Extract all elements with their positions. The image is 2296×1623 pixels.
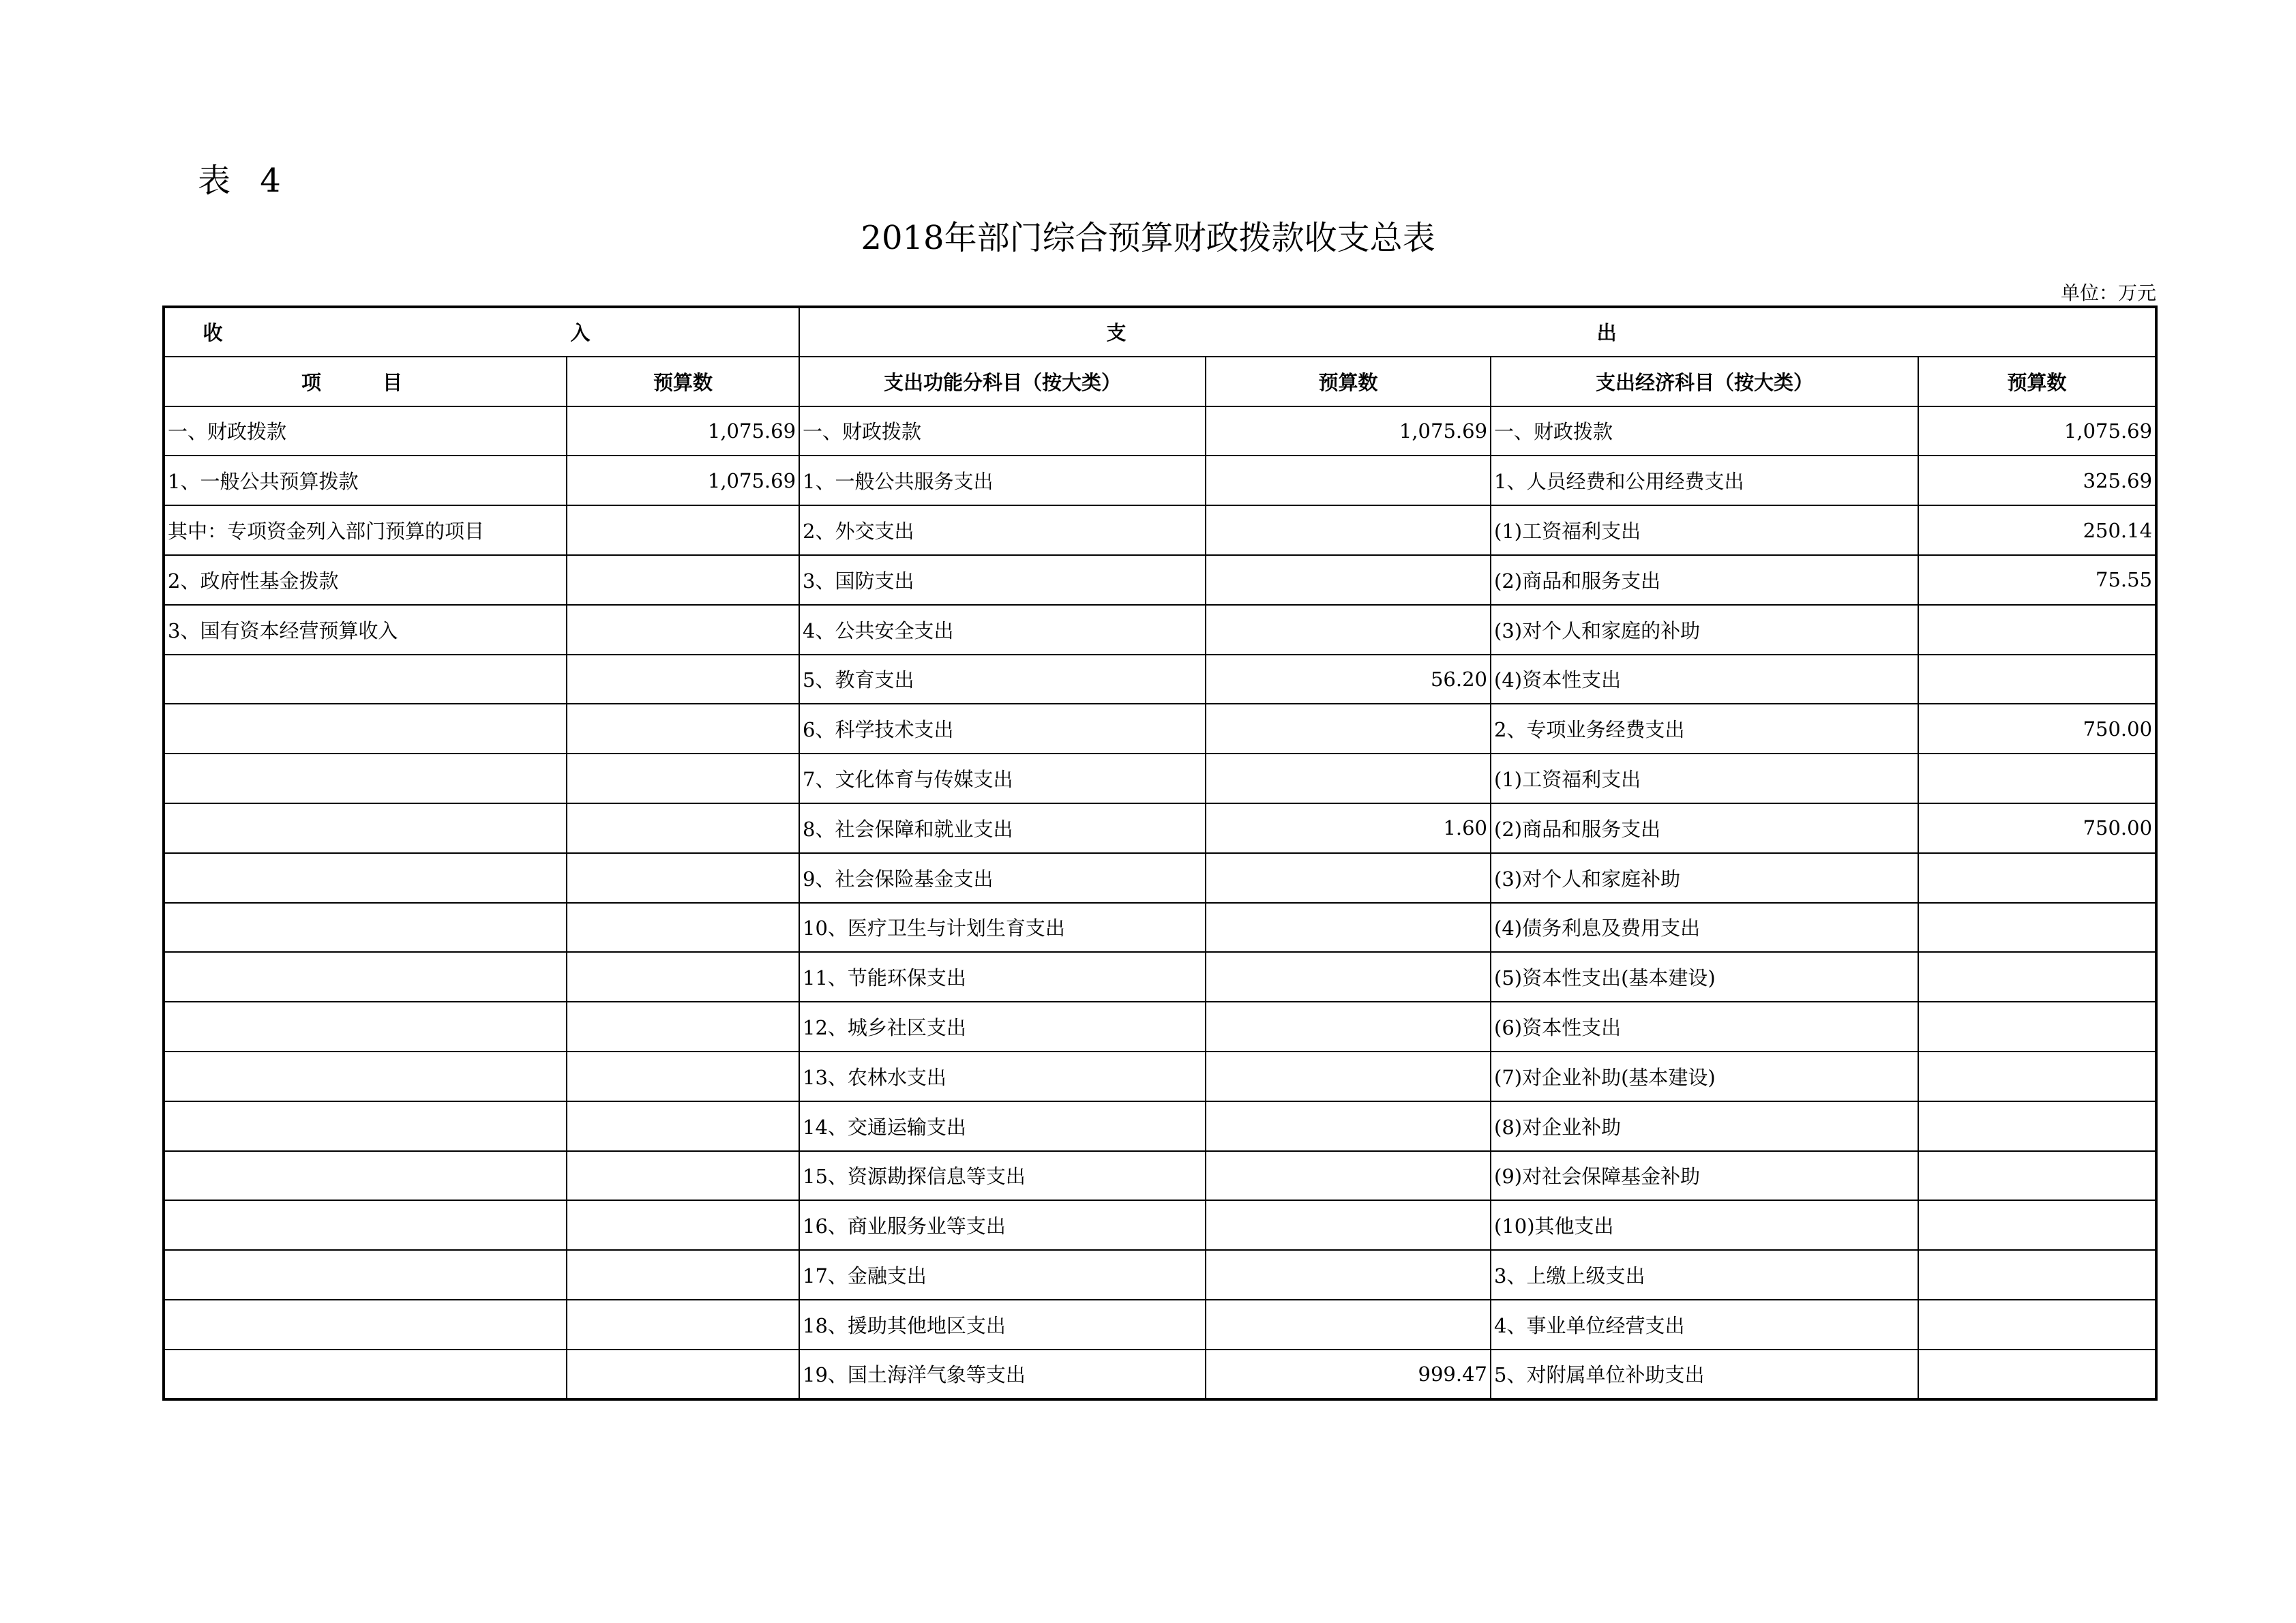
econ-item-cell: (10)其他支出 — [1491, 1200, 1918, 1250]
table-row — [164, 903, 2156, 953]
econ-item-cell: (6)资本性支出 — [1491, 1002, 1918, 1052]
income-item-cell — [164, 1002, 567, 1052]
econ-item-cell: (1)工资福利支出 — [1491, 505, 1918, 555]
econ-amount-cell — [1918, 853, 2156, 903]
income-item-cell: 1、一般公共预算拨款 — [164, 456, 567, 505]
expense-section-header: 支 出 — [799, 307, 2156, 357]
econ-amount-cell — [1918, 754, 2156, 803]
table-row — [164, 1350, 2156, 1399]
table-row — [164, 1151, 2156, 1201]
econ-item-cell: 3、上缴上级支出 — [1491, 1250, 1918, 1300]
func-item-cell: 7、文化体育与传媒支出 — [799, 754, 1206, 803]
table-row — [164, 1200, 2156, 1250]
table-row — [164, 605, 2156, 655]
econ-item-cell: 2、专项业务经费支出 — [1491, 704, 1918, 754]
section-header-row — [164, 307, 2156, 357]
func-amount-cell — [1206, 704, 1491, 754]
func-amount-cell — [1206, 952, 1491, 1002]
budget-table — [162, 306, 2158, 1401]
income-item-cell — [164, 903, 567, 953]
econ-amount-cell — [1918, 1200, 2156, 1250]
income-amount-cell — [567, 1052, 799, 1101]
table-row — [164, 655, 2156, 704]
income-amount-cell: 1,075.69 — [567, 406, 799, 456]
func-item-cell: 3、国防支出 — [799, 555, 1206, 605]
econ-amount-cell — [1918, 1250, 2156, 1300]
func-amount-cell — [1206, 1101, 1491, 1151]
table-row — [164, 555, 2156, 605]
econ-amount-cell — [1918, 655, 2156, 704]
income-amount-cell — [567, 1300, 799, 1350]
table-label: 表 4 — [198, 162, 290, 200]
econ-amount-cell — [1918, 1101, 2156, 1151]
func-amount-cell — [1206, 754, 1491, 803]
econ-amount-cell — [1918, 605, 2156, 655]
func-item-cell: 17、金融支出 — [799, 1250, 1206, 1300]
income-amount-cell — [567, 754, 799, 803]
income-item-header: 项 目 — [164, 357, 567, 406]
func-item-cell: 12、城乡社区支出 — [799, 1002, 1206, 1052]
income-budget-header: 预算数 — [567, 357, 799, 406]
income-amount-cell — [567, 853, 799, 903]
table-row — [164, 704, 2156, 754]
income-amount-cell — [567, 1151, 799, 1201]
func-item-cell: 1、一般公共服务支出 — [799, 456, 1206, 505]
income-amount-cell — [567, 952, 799, 1002]
income-amount-cell: 1,075.69 — [567, 456, 799, 505]
func-amount-cell — [1206, 853, 1491, 903]
income-item-cell — [164, 1200, 567, 1250]
econ-item-cell: 1、人员经费和公用经费支出 — [1491, 456, 1918, 505]
income-amount-cell — [567, 1101, 799, 1151]
income-item-cell — [164, 1101, 567, 1151]
income-item-cell — [164, 1350, 567, 1399]
func-item-cell: 一、财政拨款 — [799, 406, 1206, 456]
table-row — [164, 406, 2156, 456]
econ-item-cell: (9)对社会保障基金补助 — [1491, 1151, 1918, 1201]
func-amount-cell — [1206, 505, 1491, 555]
income-item-cell: 其中：专项资金列入部门预算的项目 — [164, 505, 567, 555]
func-item-cell: 13、农林水支出 — [799, 1052, 1206, 1101]
income-item-cell — [164, 853, 567, 903]
income-amount-cell — [567, 903, 799, 953]
income-amount-cell — [567, 605, 799, 655]
econ-amount-cell: 75.55 — [1918, 555, 2156, 605]
page-title: 2018年部门综合预算财政拨款收支总表 — [861, 219, 1435, 257]
econ-item-cell: (7)对企业补助(基本建设) — [1491, 1052, 1918, 1101]
econ-item-cell: (3)对个人和家庭的补助 — [1491, 605, 1918, 655]
func-item-cell: 6、科学技术支出 — [799, 704, 1206, 754]
income-item-cell — [164, 704, 567, 754]
func-item-cell: 8、社会保障和就业支出 — [799, 803, 1206, 853]
func-amount-cell — [1206, 1250, 1491, 1300]
econ-amount-cell: 250.14 — [1918, 505, 2156, 555]
econ-item-cell: 5、对附属单位补助支出 — [1491, 1350, 1918, 1399]
func-item-cell: 10、医疗卫生与计划生育支出 — [799, 903, 1206, 953]
func-amount-cell — [1206, 1052, 1491, 1101]
func-item-cell: 16、商业服务业等支出 — [799, 1200, 1206, 1250]
func-item-cell: 19、国土海洋气象等支出 — [799, 1350, 1206, 1399]
econ-item-cell: (5)资本性支出(基本建设) — [1491, 952, 1918, 1002]
func-amount-cell — [1206, 1002, 1491, 1052]
econ-amount-cell: 325.69 — [1918, 456, 2156, 505]
func-item-cell: 14、交通运输支出 — [799, 1101, 1206, 1151]
table-row — [164, 1300, 2156, 1350]
income-item-cell: 一、财政拨款 — [164, 406, 567, 456]
econ-item-cell: (4)资本性支出 — [1491, 655, 1918, 704]
econ-item-cell: 4、事业单位经营支出 — [1491, 1300, 1918, 1350]
income-amount-cell — [567, 1350, 799, 1399]
table-row — [164, 456, 2156, 505]
econ-item-cell: (1)工资福利支出 — [1491, 754, 1918, 803]
table-row — [164, 853, 2156, 903]
econ-amount-cell — [1918, 1350, 2156, 1399]
econ-item-cell: (4)债务利息及费用支出 — [1491, 903, 1918, 953]
func-item-cell: 9、社会保险基金支出 — [799, 853, 1206, 903]
table-row — [164, 803, 2156, 853]
func-item-cell: 18、援助其他地区支出 — [799, 1300, 1206, 1350]
income-item-cell — [164, 1052, 567, 1101]
func-item-cell: 5、教育支出 — [799, 655, 1206, 704]
econ-amount-cell — [1918, 1002, 2156, 1052]
econ-amount-cell — [1918, 903, 2156, 953]
econ-class-header: 支出经济科目（按大类） — [1491, 357, 1918, 406]
income-item-cell — [164, 1300, 567, 1350]
func-amount-cell — [1206, 1151, 1491, 1201]
econ-item-cell: (8)对企业补助 — [1491, 1101, 1918, 1151]
table-row — [164, 754, 2156, 803]
func-item-cell: 11、节能环保支出 — [799, 952, 1206, 1002]
econ-amount-cell — [1918, 1300, 2156, 1350]
income-item-cell — [164, 803, 567, 853]
func-item-cell: 15、资源勘探信息等支出 — [799, 1151, 1206, 1201]
func-budget-header: 预算数 — [1206, 357, 1491, 406]
income-amount-cell — [567, 555, 799, 605]
func-amount-cell — [1206, 456, 1491, 505]
income-item-cell — [164, 952, 567, 1002]
func-item-cell: 4、公共安全支出 — [799, 605, 1206, 655]
func-amount-cell: 1.60 — [1206, 803, 1491, 853]
column-header-row — [164, 357, 2156, 406]
econ-amount-cell — [1918, 1151, 2156, 1201]
income-item-cell — [164, 754, 567, 803]
func-item-cell: 2、外交支出 — [799, 505, 1206, 555]
income-item-cell: 3、国有资本经营预算收入 — [164, 605, 567, 655]
income-item-cell: 2、政府性基金拨款 — [164, 555, 567, 605]
func-amount-cell — [1206, 1200, 1491, 1250]
econ-item-cell: 一、财政拨款 — [1491, 406, 1918, 456]
func-amount-cell: 1,075.69 — [1206, 406, 1491, 456]
econ-budget-header: 预算数 — [1918, 357, 2156, 406]
econ-amount-cell: 1,075.69 — [1918, 406, 2156, 456]
econ-item-cell: (2)商品和服务支出 — [1491, 803, 1918, 853]
econ-amount-cell: 750.00 — [1918, 704, 2156, 754]
table-row — [164, 1002, 2156, 1052]
func-class-header: 支出功能分科目（按大类） — [799, 357, 1206, 406]
table-row — [164, 1250, 2156, 1300]
income-item-cell — [164, 655, 567, 704]
income-amount-cell — [567, 505, 799, 555]
income-amount-cell — [567, 1250, 799, 1300]
func-amount-cell — [1206, 555, 1491, 605]
income-item-cell — [164, 1250, 567, 1300]
income-amount-cell — [567, 1002, 799, 1052]
income-amount-cell — [567, 1200, 799, 1250]
income-item-cell — [164, 1151, 567, 1201]
econ-amount-cell — [1918, 952, 2156, 1002]
econ-item-cell: (2)商品和服务支出 — [1491, 555, 1918, 605]
table-row — [164, 1101, 2156, 1151]
income-amount-cell — [567, 655, 799, 704]
func-amount-cell — [1206, 1300, 1491, 1350]
econ-item-cell: (3)对个人和家庭补助 — [1491, 853, 1918, 903]
econ-amount-cell — [1918, 1052, 2156, 1101]
income-section-header: 收 入 — [164, 307, 799, 357]
func-amount-cell: 999.47 — [1206, 1350, 1491, 1399]
unit-label: 单位：万元 — [2060, 282, 2156, 304]
table-row — [164, 505, 2156, 555]
func-amount-cell — [1206, 903, 1491, 953]
income-amount-cell — [567, 803, 799, 853]
income-amount-cell — [567, 704, 799, 754]
econ-amount-cell: 750.00 — [1918, 803, 2156, 853]
func-amount-cell: 56.20 — [1206, 655, 1491, 704]
table-row — [164, 952, 2156, 1002]
func-amount-cell — [1206, 605, 1491, 655]
table-row — [164, 1052, 2156, 1101]
